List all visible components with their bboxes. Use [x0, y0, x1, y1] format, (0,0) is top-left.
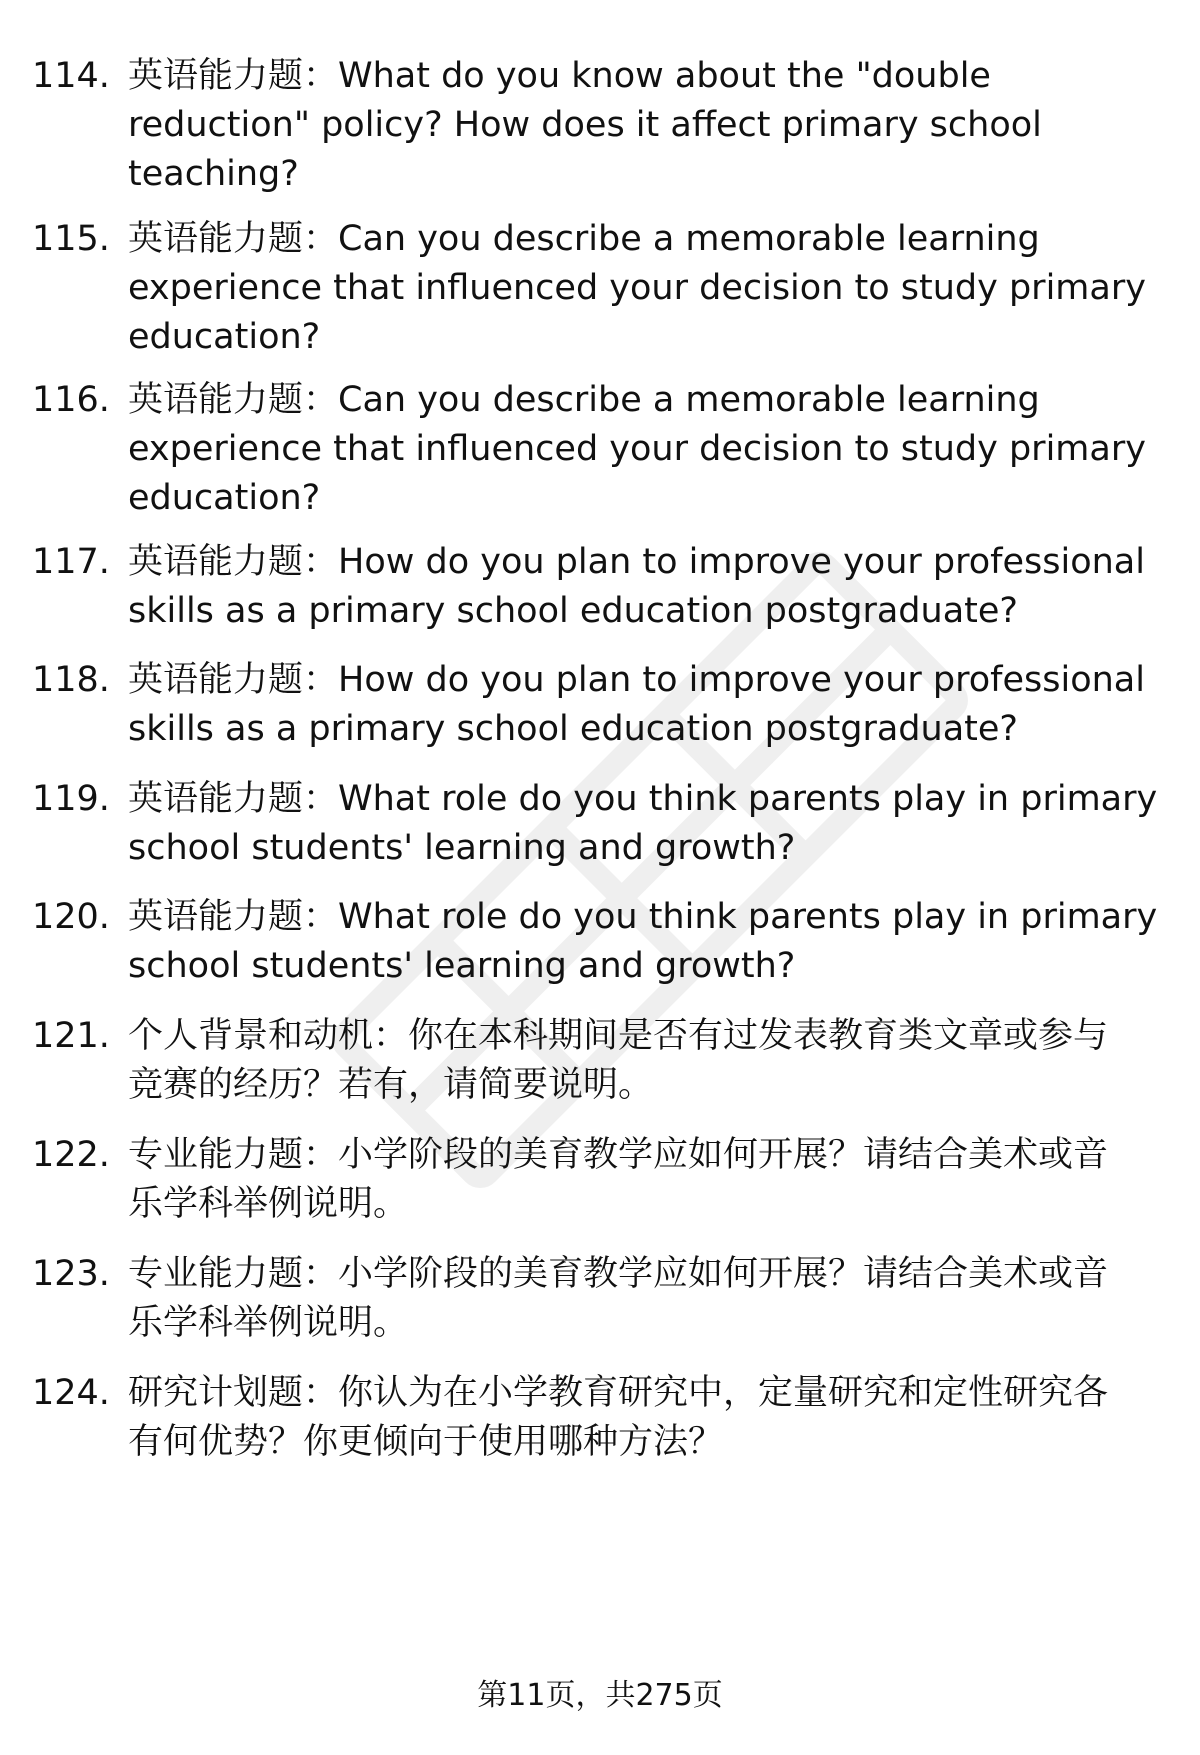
question-text: 英语能力题：How do you plan to improve your professional skills as a primary school education postgraduate? — [128, 660, 1145, 749]
page-number-label: 第11页，共275页 — [477, 1678, 723, 1713]
question-number: 118. — [32, 660, 110, 700]
question-text: 英语能力题：What role do you think parents play in primary school students' learning and growth? — [128, 897, 1158, 986]
question-number: 121. — [32, 1016, 110, 1056]
question-number: 124. — [32, 1373, 110, 1413]
question-number: 122. — [32, 1135, 110, 1175]
question-text: 专业能力题：小学阶段的美育教学应如何开展？请结合美术或音 乐学科举例说明。 — [128, 1254, 1109, 1343]
question-text: 英语能力题：What role do you think parents play in primary school students' learning and growth? — [128, 779, 1158, 868]
question-number: 114. — [32, 56, 110, 96]
question-number: 115. — [32, 219, 110, 259]
question-number: 117. — [32, 542, 110, 582]
question-text: 研究计划题：你认为在小学教育研究中，定量研究和定性研究各 有何优势？你更倾向于使用哪种方法？ — [128, 1373, 1109, 1462]
question-text: 英语能力题：How do you plan to improve your professional skills as a primary school education postgraduate? — [128, 542, 1145, 631]
question-text: 个人背景和动机：你在本科期间是否有过发表教育类文章或参与 竞赛的经历？若有，请简要说明。 — [128, 1016, 1109, 1105]
question-text: 英语能力题：Can you describe a memorable learning experience that influenced your decision to study primary education? — [128, 380, 1146, 518]
question-number: 123. — [32, 1254, 110, 1294]
question-text: 英语能力题：Can you describe a memorable learning experience that influenced your decision to study primary education? — [128, 219, 1146, 357]
question-text: 专业能力题：小学阶段的美育教学应如何开展？请结合美术或音 乐学科举例说明。 — [128, 1135, 1109, 1224]
question-text: 英语能力题：What do you know about the "double reduction" policy? How does it affect primary school teaching? — [128, 56, 1042, 194]
question-number: 120. — [32, 897, 110, 937]
question-number: 116. — [32, 380, 110, 420]
page-footer — [0, 1676, 1200, 1716]
question-number: 119. — [32, 779, 110, 819]
